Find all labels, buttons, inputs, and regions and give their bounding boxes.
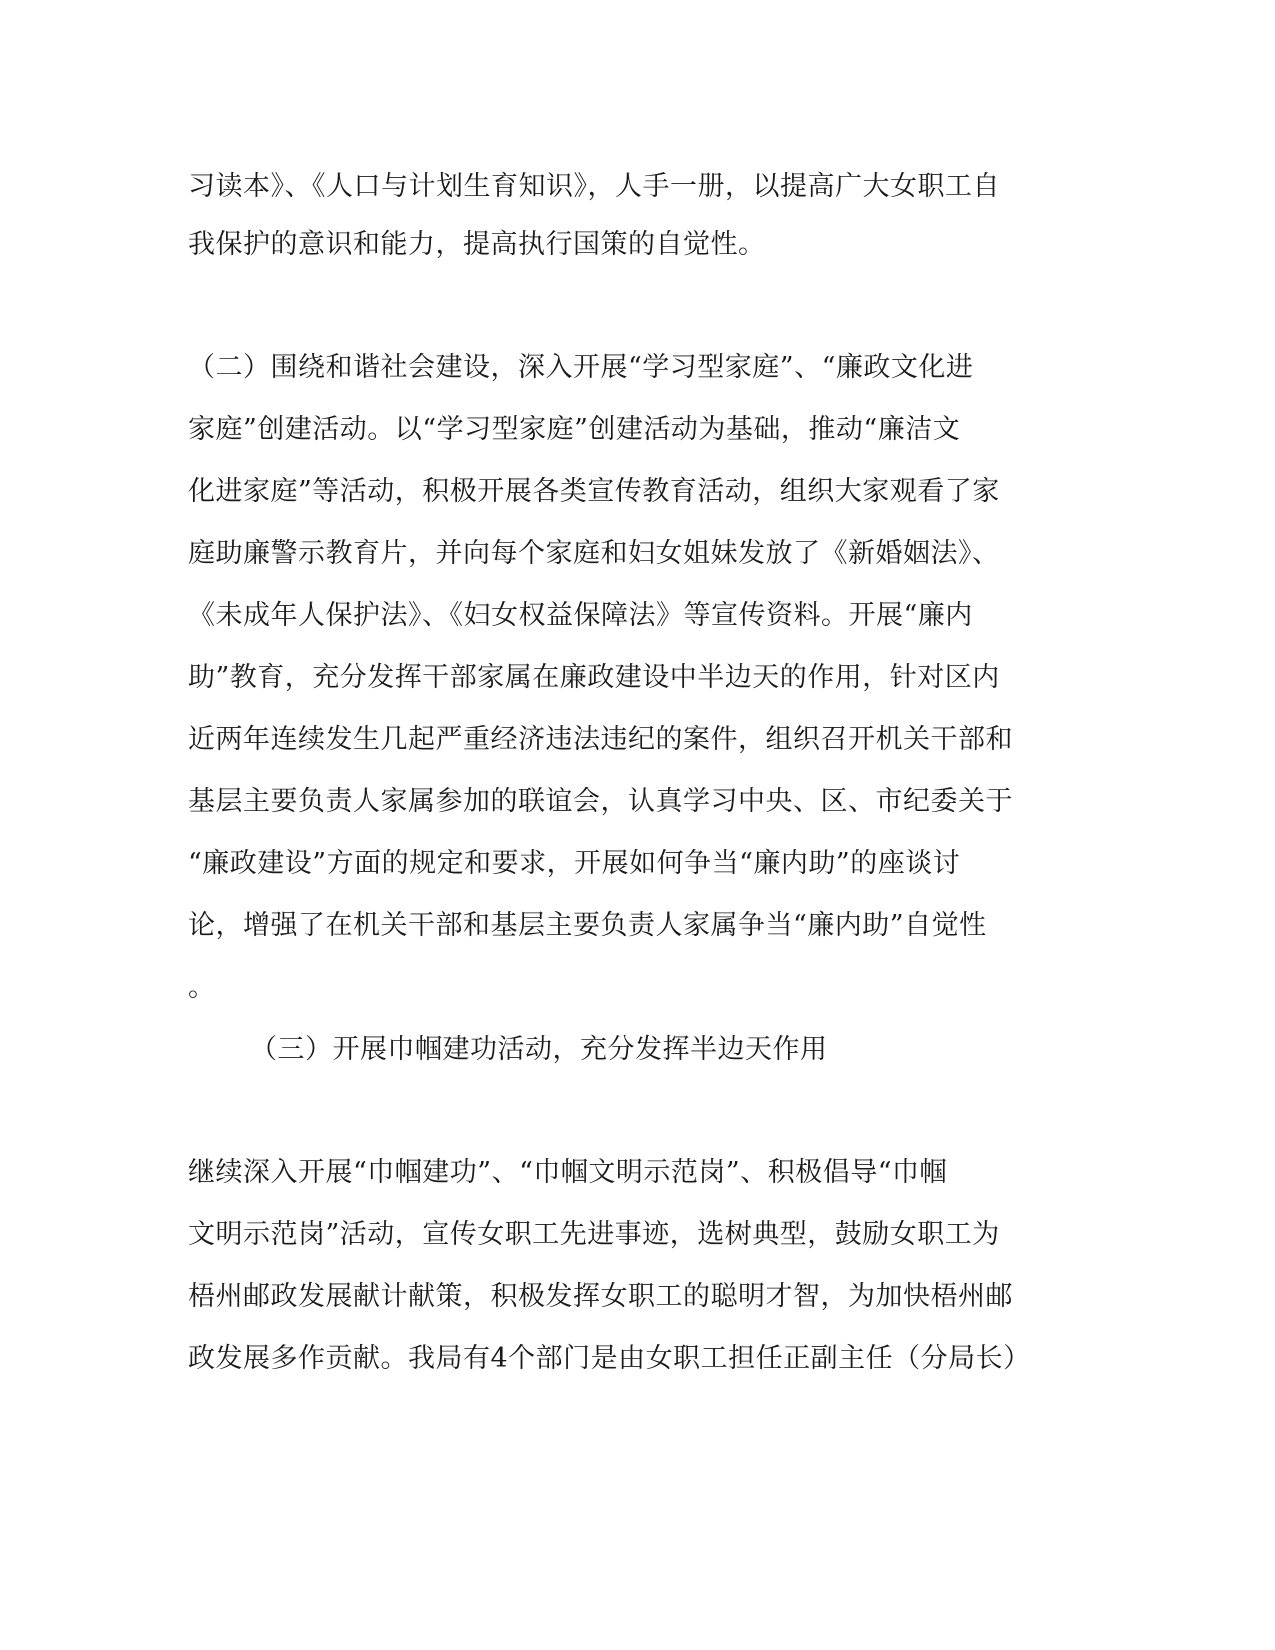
text-line: 梧州邮政发展献计献策，积极发挥女职工的聪明才智，为加快梧州邮 [188, 1281, 1013, 1312]
text-line: 我保护的意识和能力，提高执行国策的自觉性。 [188, 229, 766, 260]
section-heading-3: （三）开展巾帼建功活动，充分发挥半边天作用 [250, 1034, 828, 1065]
text-line: 政发展多作贡献。我局有4个部门是由女职工担任正副主任（分局长） [188, 1343, 1031, 1374]
text-line: 论，增强了在机关干部和基层主要负责人家属争当“廉内助”自觉性 [188, 910, 987, 941]
text-line: 。 [188, 972, 216, 1003]
text-line: 助”教育，充分发挥干部家属在廉政建设中半边天的作用，针对区内 [188, 662, 1000, 693]
text-line: 习读本》、《人口与计划生育知识》，人手一册，以提高广大女职工自 [188, 171, 1000, 202]
text-line: 庭助廉警示教育片，并向每个家庭和妇女姐妹发放了《新婚姻法》、 [188, 538, 1000, 569]
text-line: “廉政建设”方面的规定和要求，开展如何争当“廉内助”的座谈讨 [188, 848, 961, 879]
text-line: 家庭”创建活动。以“学习型家庭”创建活动为基础，推动“廉洁文 [188, 414, 961, 445]
text-line: 近两年连续发生几起严重经济违法违纪的案件，组织召开机关干部和 [188, 724, 1013, 755]
text-line: 继续深入开展“巾帼建功”、“巾帼文明示范岗”、积极倡导“巾帼 [188, 1157, 948, 1188]
text-line: 基层主要负责人家属参加的联谊会，认真学习中央、区、市纪委关于 [188, 786, 1013, 817]
text-line: 文明示范岗”活动，宣传女职工先进事迹，选树典型，鼓励女职工为 [188, 1219, 1000, 1250]
section-heading-2: （二）围绕和谐社会建设，深入开展“学习型家庭”、“廉政文化进 [188, 352, 974, 383]
text-line: 化进家庭”等活动，积极开展各类宣传教育活动，组织大家观看了家 [188, 476, 1000, 507]
text-line: 《未成年人保护法》、《妇女权益保障法》等宣传资料。开展“廉内 [188, 600, 973, 631]
